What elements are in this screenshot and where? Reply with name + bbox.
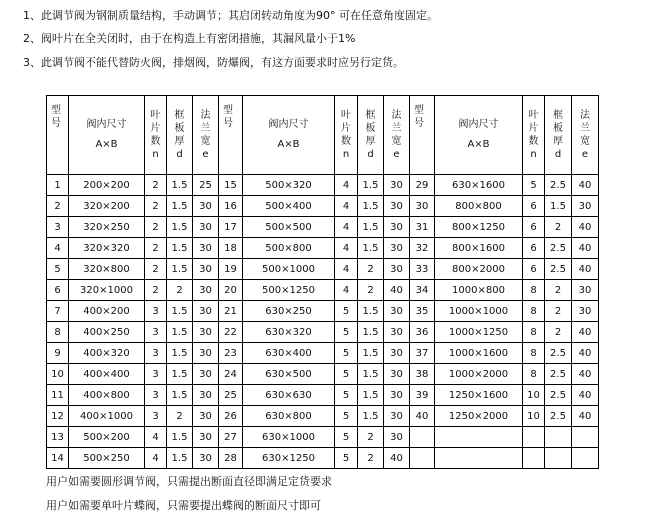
cell-id: 17: [219, 217, 243, 238]
cell-n: 4: [145, 448, 167, 469]
cell-e: 40: [384, 448, 410, 469]
cell-d: 2: [167, 406, 193, 427]
cell-id: 29: [410, 175, 435, 196]
cell-n: 3: [145, 406, 167, 427]
cell-size: 1000×1000: [435, 301, 523, 322]
cell-d: 1.5: [358, 301, 384, 322]
table-row: [47, 385, 599, 406]
cell-d: 2.5: [545, 343, 572, 364]
header-frame: 框 板 厚 d: [358, 96, 384, 175]
cell-d: 2.5: [545, 406, 572, 427]
cell-n: 3: [145, 301, 167, 322]
cell-e: 40: [384, 280, 410, 301]
cell-n: 8: [523, 364, 545, 385]
cell-d: 1.5: [358, 238, 384, 259]
note-3: 3、此调节阀不能代替防火阀，排烟阀，防爆阀，有这方面要求时应另行定货。: [23, 56, 404, 69]
cell-d: 2.5: [545, 259, 572, 280]
footnote-round-damper: 用户如需要圆形调节阀，只需提出断面直径即满足定货要求: [46, 475, 332, 488]
cell-size: 400×320: [69, 343, 145, 364]
empty-cell: [523, 448, 545, 469]
cell-size: 630×400: [243, 343, 335, 364]
cell-id: 2: [47, 196, 69, 217]
cell-e: 30: [193, 259, 219, 280]
cell-n: 2: [145, 196, 167, 217]
empty-cell: [435, 448, 523, 469]
table-row: [47, 301, 599, 322]
cell-e: 30: [193, 301, 219, 322]
cell-n: 3: [145, 364, 167, 385]
header-flange: 法 兰 宽 e: [572, 96, 599, 175]
cell-n: 2: [145, 280, 167, 301]
cell-n: 2: [145, 217, 167, 238]
cell-size: 800×2000: [435, 259, 523, 280]
cell-size: 630×800: [243, 406, 335, 427]
table-row: [47, 175, 599, 196]
cell-id: 21: [219, 301, 243, 322]
header-blades: 叶 片 数 n: [523, 96, 545, 175]
cell-n: 5: [335, 406, 358, 427]
cell-n: 4: [145, 427, 167, 448]
cell-e: 30: [193, 280, 219, 301]
cell-size: 400×200: [69, 301, 145, 322]
cell-d: 2: [358, 427, 384, 448]
cell-d: 1.5: [167, 238, 193, 259]
cell-e: 30: [384, 301, 410, 322]
cell-e: 40: [572, 259, 599, 280]
cell-id: 13: [47, 427, 69, 448]
cell-d: 1.5: [167, 448, 193, 469]
cell-d: 2: [358, 448, 384, 469]
cell-n: 10: [523, 385, 545, 406]
cell-n: 3: [145, 322, 167, 343]
header-size: 阀内尺寸 A×B: [435, 96, 523, 175]
cell-id: 5: [47, 259, 69, 280]
cell-e: 30: [384, 406, 410, 427]
cell-size: 320×320: [69, 238, 145, 259]
cell-n: 4: [335, 217, 358, 238]
cell-n: 5: [335, 364, 358, 385]
cell-size: 500×320: [243, 175, 335, 196]
cell-n: 2: [145, 238, 167, 259]
cell-id: 33: [410, 259, 435, 280]
cell-e: 40: [572, 385, 599, 406]
cell-id: 16: [219, 196, 243, 217]
cell-size: 630×1600: [435, 175, 523, 196]
cell-n: 8: [523, 322, 545, 343]
cell-n: 5: [335, 427, 358, 448]
cell-e: 40: [572, 406, 599, 427]
empty-cell: [545, 448, 572, 469]
table-row: [47, 259, 599, 280]
cell-e: 30: [384, 364, 410, 385]
cell-n: 3: [145, 385, 167, 406]
header-blades: 叶 片 数 n: [145, 96, 167, 175]
cell-id: 38: [410, 364, 435, 385]
cell-e: 30: [193, 448, 219, 469]
cell-d: 1.5: [167, 301, 193, 322]
cell-n: 5: [335, 322, 358, 343]
cell-id: 6: [47, 280, 69, 301]
footnote-butterfly-valve: 用户如需要单叶片蝶阀，只需要提出蝶阀的断面尺寸即可: [46, 499, 321, 512]
cell-d: 1.5: [167, 343, 193, 364]
damper-spec-table: [46, 95, 599, 469]
cell-id: 12: [47, 406, 69, 427]
cell-size: 1250×2000: [435, 406, 523, 427]
cell-d: 2: [358, 280, 384, 301]
cell-d: 1.5: [358, 343, 384, 364]
cell-e: 40: [572, 343, 599, 364]
cell-d: 1.5: [358, 364, 384, 385]
cell-size: 200×200: [69, 175, 145, 196]
header-blades: 叶 片 数 n: [335, 96, 358, 175]
cell-e: 30: [193, 238, 219, 259]
cell-e: 30: [193, 343, 219, 364]
cell-id: 4: [47, 238, 69, 259]
cell-size: 630×320: [243, 322, 335, 343]
header-model: 型 号: [410, 96, 435, 175]
cell-id: 24: [219, 364, 243, 385]
cell-id: 22: [219, 322, 243, 343]
empty-cell: [545, 427, 572, 448]
header-model: 型 号: [47, 96, 69, 175]
cell-size: 320×1000: [69, 280, 145, 301]
cell-n: 2: [145, 259, 167, 280]
cell-e: 30: [384, 343, 410, 364]
cell-n: 8: [523, 343, 545, 364]
cell-n: 4: [335, 196, 358, 217]
cell-d: 1.5: [167, 217, 193, 238]
header-model: 型 号: [219, 96, 243, 175]
cell-id: 15: [219, 175, 243, 196]
table-body: [47, 175, 599, 469]
cell-d: 1.5: [167, 322, 193, 343]
cell-id: 19: [219, 259, 243, 280]
cell-id: 18: [219, 238, 243, 259]
cell-id: 39: [410, 385, 435, 406]
cell-e: 30: [193, 322, 219, 343]
header-row: [47, 96, 599, 175]
cell-n: 4: [335, 259, 358, 280]
cell-d: 2.5: [545, 175, 572, 196]
cell-d: 1.5: [167, 427, 193, 448]
note-1: 1、此调节阀为钢制质量结构，手动调节；其启闭转动角度为90° 可在任意角度固定。: [23, 9, 438, 22]
cell-n: 8: [523, 280, 545, 301]
cell-e: 30: [572, 196, 599, 217]
cell-id: 35: [410, 301, 435, 322]
cell-id: 32: [410, 238, 435, 259]
cell-id: 23: [219, 343, 243, 364]
table-row: [47, 217, 599, 238]
cell-size: 1000×1250: [435, 322, 523, 343]
cell-d: 1.5: [545, 196, 572, 217]
cell-e: 40: [572, 238, 599, 259]
header-flange: 法 兰 宽 e: [384, 96, 410, 175]
cell-d: 2: [545, 217, 572, 238]
cell-size: 630×1000: [243, 427, 335, 448]
cell-size: 630×500: [243, 364, 335, 385]
cell-e: 30: [193, 385, 219, 406]
header-frame: 框 板 厚 d: [545, 96, 572, 175]
cell-size: 500×250: [69, 448, 145, 469]
cell-size: 1000×2000: [435, 364, 523, 385]
header-frame: 框 板 厚 d: [167, 96, 193, 175]
cell-id: 31: [410, 217, 435, 238]
cell-id: 8: [47, 322, 69, 343]
cell-d: 1.5: [167, 259, 193, 280]
cell-size: 500×500: [243, 217, 335, 238]
cell-n: 6: [523, 217, 545, 238]
cell-n: 3: [145, 343, 167, 364]
table-row: [47, 343, 599, 364]
cell-e: 30: [384, 238, 410, 259]
cell-d: 2: [545, 280, 572, 301]
cell-d: 2.5: [545, 364, 572, 385]
cell-size: 400×1000: [69, 406, 145, 427]
cell-size: 630×1250: [243, 448, 335, 469]
cell-id: 7: [47, 301, 69, 322]
cell-e: 40: [572, 175, 599, 196]
cell-id: 25: [219, 385, 243, 406]
cell-d: 2: [545, 322, 572, 343]
cell-size: 400×800: [69, 385, 145, 406]
cell-e: 30: [193, 364, 219, 385]
cell-e: 30: [572, 280, 599, 301]
cell-id: 27: [219, 427, 243, 448]
empty-cell: [572, 427, 599, 448]
cell-id: 11: [47, 385, 69, 406]
cell-size: 320×200: [69, 196, 145, 217]
cell-size: 1250×1600: [435, 385, 523, 406]
cell-n: 8: [523, 301, 545, 322]
cell-id: 3: [47, 217, 69, 238]
cell-size: 800×1250: [435, 217, 523, 238]
cell-n: 4: [335, 238, 358, 259]
cell-n: 4: [335, 175, 358, 196]
cell-id: 9: [47, 343, 69, 364]
cell-id: 10: [47, 364, 69, 385]
cell-size: 500×400: [243, 196, 335, 217]
cell-n: 4: [335, 280, 358, 301]
empty-cell: [435, 427, 523, 448]
cell-size: 800×800: [435, 196, 523, 217]
header-flange: 法 兰 宽 e: [193, 96, 219, 175]
cell-e: 40: [572, 364, 599, 385]
table-row: [47, 448, 599, 469]
cell-n: 5: [335, 448, 358, 469]
cell-size: 400×250: [69, 322, 145, 343]
cell-size: 320×800: [69, 259, 145, 280]
cell-e: 30: [384, 196, 410, 217]
cell-d: 1.5: [167, 175, 193, 196]
table-row: [47, 427, 599, 448]
table-row: [47, 238, 599, 259]
cell-id: 14: [47, 448, 69, 469]
cell-size: 320×250: [69, 217, 145, 238]
cell-e: 40: [572, 322, 599, 343]
cell-e: 30: [384, 427, 410, 448]
cell-e: 30: [193, 406, 219, 427]
cell-id: 30: [410, 196, 435, 217]
cell-e: 30: [384, 217, 410, 238]
cell-n: 5: [335, 385, 358, 406]
cell-d: 2: [545, 301, 572, 322]
cell-n: 5: [335, 343, 358, 364]
cell-id: 1: [47, 175, 69, 196]
table-row: [47, 322, 599, 343]
cell-n: 5: [523, 175, 545, 196]
cell-d: 1.5: [358, 217, 384, 238]
cell-d: 2.5: [545, 385, 572, 406]
cell-d: 1.5: [358, 406, 384, 427]
empty-cell: [572, 448, 599, 469]
cell-n: 6: [523, 259, 545, 280]
cell-d: 1.5: [167, 385, 193, 406]
cell-id: 20: [219, 280, 243, 301]
cell-id: 40: [410, 406, 435, 427]
table-row: [47, 364, 599, 385]
cell-e: 30: [572, 301, 599, 322]
table-row: [47, 280, 599, 301]
cell-size: 500×800: [243, 238, 335, 259]
cell-n: 10: [523, 406, 545, 427]
table-row: [47, 406, 599, 427]
cell-e: 30: [193, 196, 219, 217]
cell-d: 2: [358, 259, 384, 280]
cell-d: 1.5: [358, 196, 384, 217]
cell-d: 1.5: [358, 385, 384, 406]
cell-id: 36: [410, 322, 435, 343]
empty-cell: [410, 448, 435, 469]
cell-d: 2: [167, 280, 193, 301]
cell-e: 30: [384, 259, 410, 280]
cell-n: 6: [523, 196, 545, 217]
cell-id: 37: [410, 343, 435, 364]
cell-e: 40: [572, 217, 599, 238]
cell-id: 26: [219, 406, 243, 427]
cell-size: 1000×1600: [435, 343, 523, 364]
cell-size: 1000×800: [435, 280, 523, 301]
cell-size: 630×250: [243, 301, 335, 322]
cell-size: 500×1250: [243, 280, 335, 301]
cell-n: 2: [145, 175, 167, 196]
cell-size: 800×1600: [435, 238, 523, 259]
cell-e: 30: [193, 427, 219, 448]
cell-size: 630×630: [243, 385, 335, 406]
cell-n: 6: [523, 238, 545, 259]
cell-d: 1.5: [358, 322, 384, 343]
cell-e: 30: [384, 175, 410, 196]
header-size: 阀内尺寸 A×B: [69, 96, 145, 175]
cell-d: 1.5: [167, 364, 193, 385]
cell-e: 25: [193, 175, 219, 196]
cell-id: 28: [219, 448, 243, 469]
cell-d: 1.5: [358, 175, 384, 196]
header-size: 阀内尺寸 A×B: [243, 96, 335, 175]
cell-size: 400×400: [69, 364, 145, 385]
cell-e: 30: [193, 217, 219, 238]
empty-cell: [410, 427, 435, 448]
cell-size: 500×200: [69, 427, 145, 448]
cell-d: 1.5: [167, 196, 193, 217]
cell-e: 30: [384, 385, 410, 406]
note-2: 2、阀叶片在全关闭时，由于在构造上有密闭措施，其漏风量小于1%: [23, 32, 356, 45]
cell-d: 2.5: [545, 238, 572, 259]
cell-n: 5: [335, 301, 358, 322]
cell-id: 34: [410, 280, 435, 301]
cell-size: 500×1000: [243, 259, 335, 280]
empty-cell: [523, 427, 545, 448]
table-row: [47, 196, 599, 217]
cell-e: 30: [384, 322, 410, 343]
